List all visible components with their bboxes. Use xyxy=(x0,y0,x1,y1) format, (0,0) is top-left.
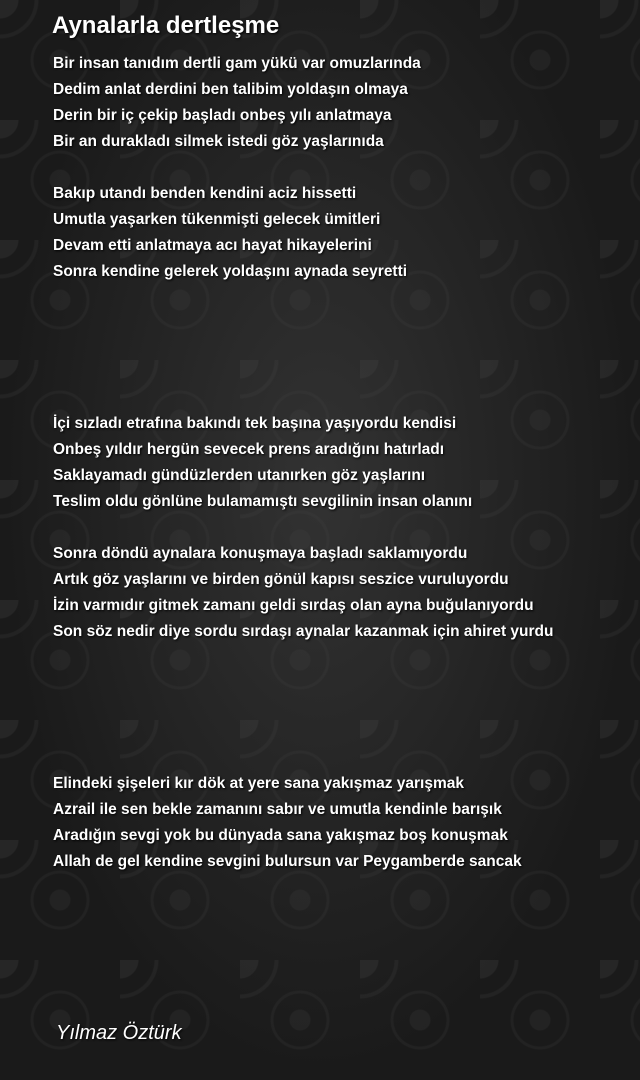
poem-line: İzin varmıdır gitmek zamanı geldi sırdaş olan ayna buğulanıyordu xyxy=(53,597,534,614)
poem-title: Aynalarla dertleşme xyxy=(52,12,280,39)
poem-line: Sonra döndü aynalara konuşmaya başladı saklamıyordu xyxy=(53,545,468,562)
poem-line: Azrail ile sen bekle zamanını sabır ve umutla kendinle barışık xyxy=(53,801,502,818)
poem-line: Dedim anlat derdini ben talibim yoldaşın olmaya xyxy=(53,81,408,98)
poem-line: Aradığın sevgi yok bu dünyada sana yakışmaz boş konuşmak xyxy=(53,827,508,844)
poem-line: Devam etti anlatmaya acı hayat hikayelerini xyxy=(53,237,372,254)
poem-line: Saklayamadı gündüzlerden utanırken göz yaşlarını xyxy=(53,467,426,484)
poem-line: Bir an durakladı silmek istedi göz yaşlarınıda xyxy=(53,133,384,150)
poem-line: Teslim oldu gönlüne bulamamıştı sevgilinin insan olanını xyxy=(53,493,473,510)
poem-author: Yılmaz Öztürk xyxy=(56,1022,182,1044)
poem-line: Allah de gel kendine sevgini bulursun var Peygamberde sancak xyxy=(53,853,522,870)
poem-line: İçi sızladı etrafına bakındı tek başına yaşıyordu kendisi xyxy=(53,415,457,432)
poem-line: Sonra kendine gelerek yoldaşını aynada seyretti xyxy=(53,263,408,280)
poem-line: Bir insan tanıdım dertli gam yükü var omuzlarında xyxy=(53,55,421,72)
poem-line: Son söz nedir diye sordu sırdaşı aynalar kazanmak için ahiret yurdu xyxy=(53,623,554,640)
poem-line: Bakıp utandı benden kendini aciz hissetti xyxy=(53,185,357,202)
poem-line: Elindeki şişeleri kır dök at yere sana yakışmaz yarışmak xyxy=(53,775,464,792)
poem-line: Onbeş yıldır hergün sevecek prens aradığını hatırladı xyxy=(53,441,445,458)
poem-line: Derin bir iç çekip başladı onbeş yılı anlatmaya xyxy=(53,107,392,124)
poem-line: Artık göz yaşlarını ve birden gönül kapısı seszice vuruluyordu xyxy=(53,571,509,588)
poem-line: Umutla yaşarken tükenmişti gelecek ümitleri xyxy=(53,211,381,228)
